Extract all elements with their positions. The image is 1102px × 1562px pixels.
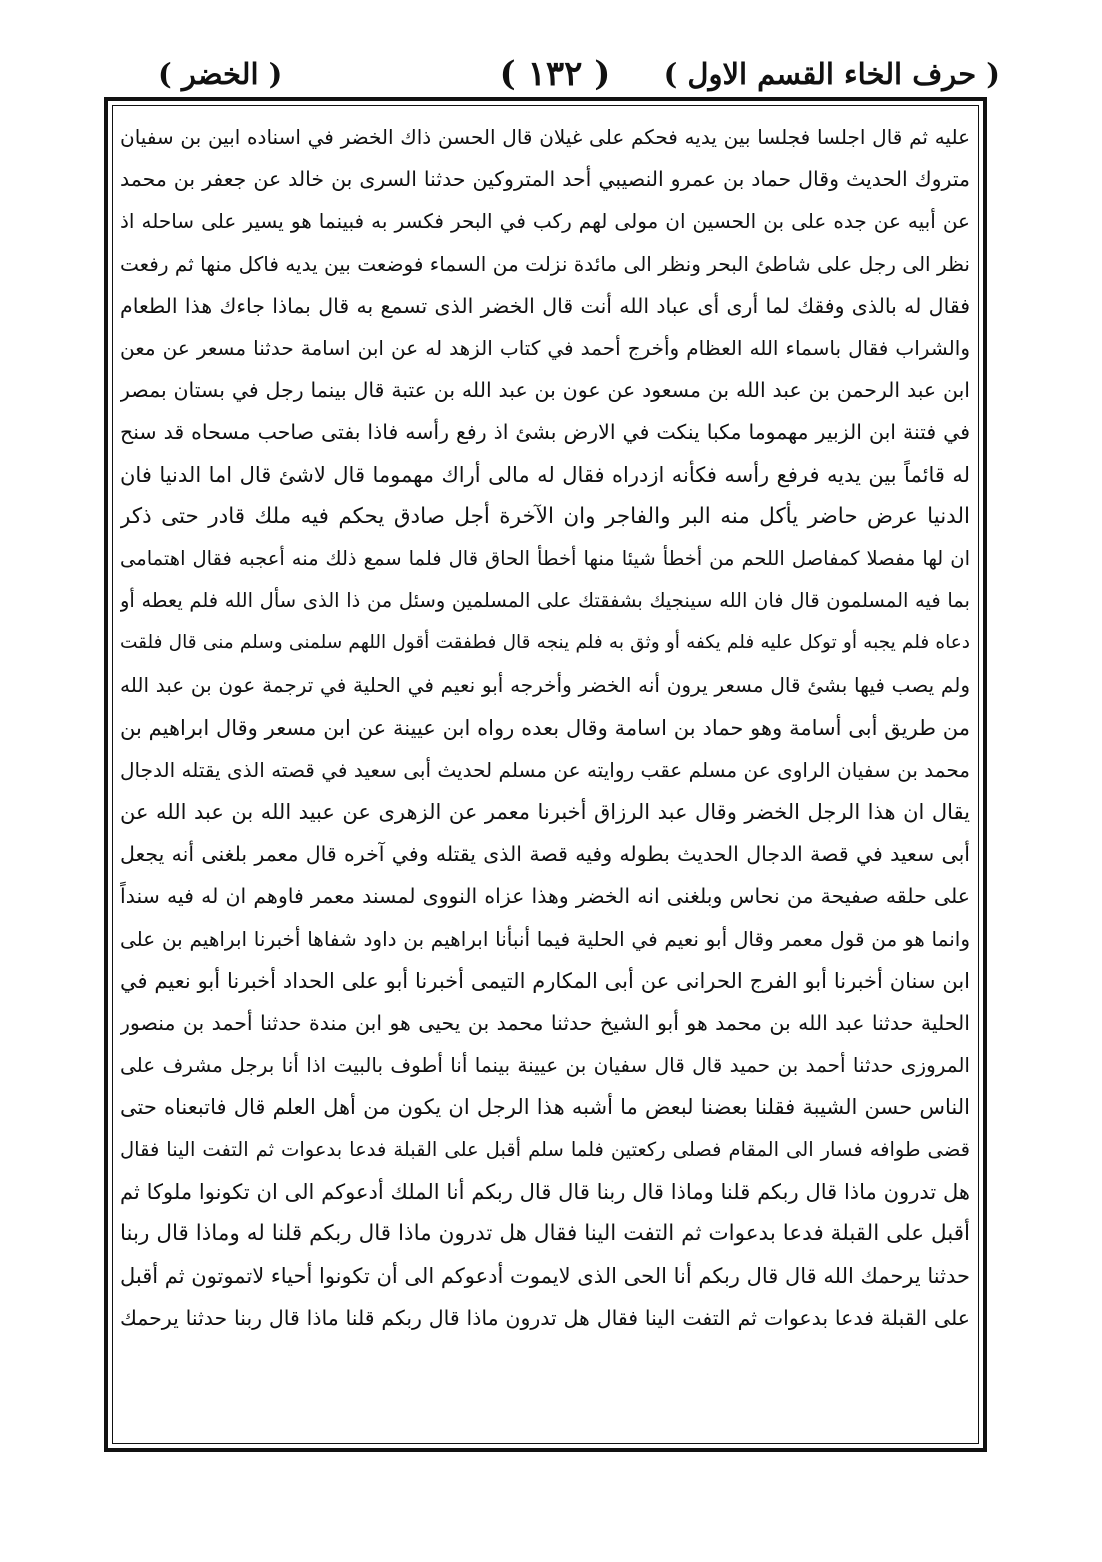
text-line: ولم يصب فيها بشئ قال مسعر يرون أنه الخضر وأخرجه أبو نعيم في الحلية في ترجمة عون بن عبد الله [120, 673, 970, 698]
text-line: المروزى حدثنا أحمد بن حميد قال قال سفيان بن عيينة بينما أنا أطوف بالبيت اذا أنا برجل مشرف على [120, 1053, 970, 1078]
text-line: الدنيا عرض حاضر يأكل منه البر والفاجر وان الآخرة أجل صادق يحكم فيه ملك قادر حتى ذكر [120, 503, 970, 529]
text-line: والشراب فقال باسماء الله العظام وأخرج أحمد في كتاب الزهد له عن ابن اسامة حدثنا مسعر عن معن [120, 335, 970, 360]
text-line: ان لها مفصلا كمفاصل اللحم من أخطأ شيئا منها أخطأ الحاق قال فلما سمع ذلك منه أعجبه فقال اهتمامى [120, 546, 970, 570]
text-line: فقال له بالذى وفقك لما أرى أى عباد الله أنت قال الخضر الذى تسمع به قال بماذا جاءك هذا الطعام [120, 293, 970, 318]
text-line: من طريق أبى أسامة وهو حماد بن اسامة وقال بعده رواه ابن عيينة عن ابن مسعر وقال ابراهيم بن [120, 715, 970, 740]
text-line: وانما هو من قول معمر وقال أبو نعيم في الحلية فيما أنبأنا ابراهيم بن داود شفاها أخبرنا ابراهيم بن على [120, 926, 970, 951]
text-line: أقبل على القبلة فدعا بدعوات ثم التفت الينا فقال هل تدرون ماذا قال ربكم قلنا له وماذا قال ربنا [120, 1220, 970, 1246]
text-line: الحلية حدثنا عبد الله بن محمد هو أبو الشيخ حدثنا محمد بن يحيى هو ابن مندة حدثنا أحمد بن منصور [120, 1010, 970, 1035]
text-line: حدثنا يرحمك الله قال قال ربكم أنا الحى الذى لايموت أدعوكم الى أن تكونوا أحياء لاتموتون ثم أقبل [120, 1264, 970, 1289]
text-line: دعاه فلم يجبه أو توكل عليه فلم يكفه أو وثق به فلم ينجه قال فطفقت أقول اللهم سلمنى وسلم منى قال فلقت [120, 632, 970, 654]
text-line: ابن سنان أخبرنا أبو الفرج الحرانى عن أبى المكارم التيمى أخبرنا أبو على الحداد أخبرنا أبو نعيم في [120, 968, 970, 993]
text-line: عليه ثم قال اجلسا فجلسا بين يديه فحكم على غيلان قال الحسن ذاك الخضر في اسناده ابين بن سفيان [120, 125, 970, 149]
text-line: عن أبيه عن جده على بن الحسين ان مولى لهم ركب في البحر فكسر به فبينما هو يسير على ساحله اذ [120, 209, 970, 234]
text-line: في فتنة ابن الزبير مهموما مكبا ينكت في الارض بشئ اذ رفع رأسه فاذا بفتى صاحب مسحاه قد سنح [120, 420, 970, 445]
section-title: ( الخضر ) [158, 57, 283, 91]
text-line: ابن عبد الرحمن بن عبد الله بن مسعود عن عون بن عبد الله بن عتبة قال بينما رجل في بستان بمصر [120, 378, 970, 403]
text-line: على حلقه صفيحة من نحاس وبلغنى انه الخضر وهذا عزاه النووى لمسند معمر فاوهم ان له فيه سنداً [120, 884, 970, 909]
page-header [110, 52, 1000, 96]
text-line: بما فيه المسلمون قال فان الله سينجيك بشفقتك على المسلمين وسئل من ذا الذى سأل الله فلم يعطه أو [120, 589, 970, 613]
running-title: ( حرف الخاء القسم الاول ) [663, 57, 1000, 91]
text-line: أبى سعيد في قصة الدجال الحديث بطوله وفيه قصة الذى يقتله وفي آخره قال معمر بلغنى أنه يجعل [120, 842, 970, 867]
text-body [120, 116, 970, 1339]
text-line: هل تدرون ماذا قال ربكم قلنا وماذا قال ربنا قال قال ربكم أنا الملك أدعوكم الى ان تكونوا ملوكا ثم [120, 1179, 970, 1204]
text-line: الناس حسن الشيبة فقلنا بعضنا لبعض ما أشبه هذا الرجل ان يكون من أهل العلم قال فاتبعناه حتى [120, 1095, 970, 1120]
text-line: نظر الى رجل على شاطئ البحر ونظر الى مائدة نزلت من السماء فوضعت بين يديه فاكل منها ثم رفعت [120, 251, 970, 276]
text-line: يقال ان هذا الرجل الخضر وقال عبد الرزاق أخبرنا معمر عن الزهرى عن عبيد الله بن عبد الله عن [120, 800, 970, 824]
text-line: محمد بن سفيان الراوى عن مسلم عقب روايته عن مسلم لحديث أبى سعيد في قصته الذى يقتله الدجال [120, 757, 970, 782]
text-line: قضى طوافه فسار الى المقام فصلى ركعتين فلما سلم أقبل على القبلة فدعا بدعوات ثم التفت الينا فقال [120, 1137, 970, 1161]
text-line: متروك الحديث وقال حماد بن عمرو النصيبي أحد المتروكين حدثنا السرى بن خالد عن جعفر بن محمد [120, 167, 970, 192]
text-line: له قائماً بين يديه فرفع رأسه فكأنه ازدراه فقال له مالى أراك مهموما قال لاشئ قال اما الدنيا فان [120, 462, 970, 487]
page-number: ( ١٣٢ ) [499, 54, 611, 94]
text-line: على القبلة فدعا بدعوات ثم التفت الينا فقال هل تدرون ماذا قال ربكم قلنا ماذا قال ربنا حدثنا يرحمك [120, 1306, 970, 1331]
